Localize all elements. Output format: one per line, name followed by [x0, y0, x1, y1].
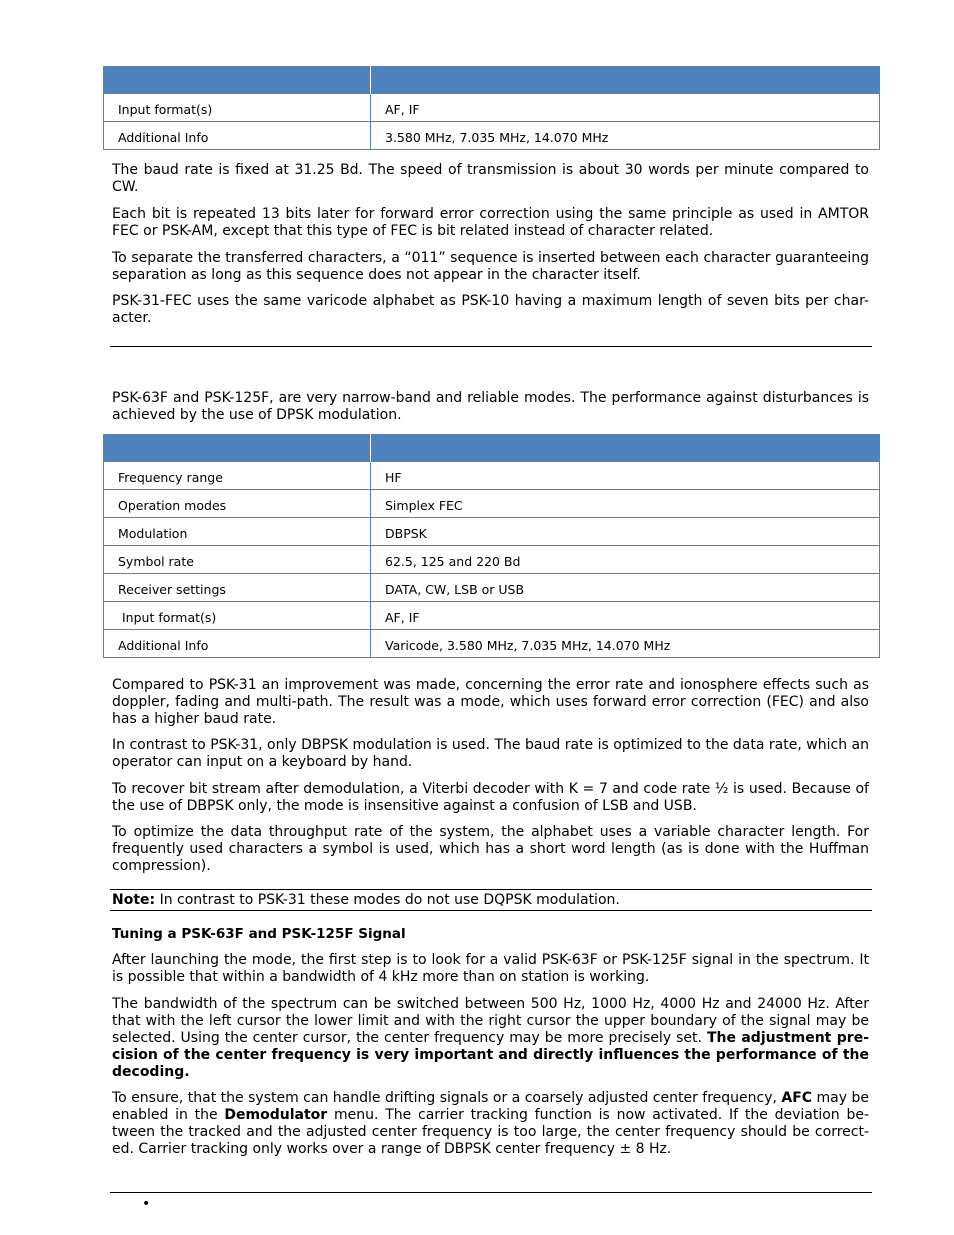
row-value: AF, IF — [371, 94, 880, 122]
table-header-row — [104, 434, 880, 462]
note-label: Note: — [112, 892, 156, 908]
table-row — [104, 462, 880, 490]
row-value: AF, IF — [371, 602, 880, 630]
spec-table-psk63f — [103, 434, 880, 658]
paragraph: After launching the mode, the first step is to look for a valid PSK-63F or PSK-125F signal in the spectrum. It is possible that within a bandwidth of 4 kHz more than on station is working. — [112, 952, 869, 985]
table-row — [104, 94, 880, 122]
note-bottom-rule — [110, 910, 872, 911]
table-row — [104, 518, 880, 546]
row-label: Modulation — [104, 518, 371, 546]
row-label: Input format(s) — [104, 602, 371, 630]
paragraph — [112, 996, 869, 1081]
row-value: HF — [371, 462, 880, 490]
paragraph: PSK-63F and PSK-125F, are very narrow-band and reliable modes. The performance against disturbances is achieved by the use of DPSK modulation. — [112, 390, 869, 423]
row-label: Frequency range — [104, 462, 371, 490]
row-label: Operation modes — [104, 490, 371, 518]
paragraph: To optimize the data throughput rate of the system, the alphabet uses a variable character length. For frequently used characters a symbol is used, which has a short word length (as is done with the Huffman compression). — [112, 824, 869, 874]
paragraph: Compared to PSK-31 an improvement was made, concerning the error rate and ionosphere effects such as doppler, fading and multi-path. The result was a mode, which uses forward error correction (FEC) and also has a higher baud rate. — [112, 677, 869, 727]
paragraph-text: To ensure, that the system can handle drifting signals or a coarsely adjusted center frequency, — [112, 1090, 782, 1106]
paragraph-text: menu. The carrier tracking function is now activated. If the deviation be-tween the tracked and the adjusted center frequency is too large, the center frequency should be correct-ed. Carrier tracking only works over a range of DBPSK center frequency ± 8 Hz. — [112, 1107, 869, 1157]
table-header-cell — [371, 66, 880, 94]
section-heading: Tuning a PSK-63F and PSK-125F Signal — [112, 926, 406, 942]
table-header-cell — [104, 434, 371, 462]
emphasis-text: Demodulator — [224, 1107, 328, 1123]
row-value: Simplex FEC — [371, 490, 880, 518]
note-top-rule — [110, 889, 872, 890]
paragraph: The baud rate is fixed at 31.25 Bd. The speed of transmission is about 30 words per minute compared to CW. — [112, 162, 869, 195]
paragraph: To separate the transferred characters, a “011” sequence is inserted between each character guaranteeing separation as long as this sequence does not appear in the character itself. — [112, 250, 869, 283]
table-row — [104, 574, 880, 602]
row-value: DATA, CW, LSB or USB — [371, 574, 880, 602]
paragraph — [112, 1090, 869, 1158]
table-row — [104, 602, 880, 630]
footer-bullet: • — [142, 1196, 151, 1212]
table-header-row — [104, 66, 880, 94]
paragraph: To recover bit stream after demodulation, a Viterbi decoder with K = 7 and code rate ½ is used. Because of the use of DBPSK only, the mode is insensitive against a confusion of LSB and USB. — [112, 781, 869, 814]
row-label: Input format(s) — [104, 94, 371, 122]
section-divider — [110, 346, 872, 347]
paragraph-text: The bandwidth of the spectrum can be switched between 500 Hz, 1000 Hz, 4000 Hz and 24000 Hz. After that with the left cursor the lower limit and with the right cursor the upper boundary of the signal may be selected. Using the center cursor, the center frequency may be more precisely set. — [112, 996, 869, 1046]
emphasis-text: AFC — [781, 1090, 813, 1106]
footer-rule — [110, 1192, 872, 1193]
table-row — [104, 122, 880, 150]
note-text: In contrast to PSK-31 these modes do not use DQPSK modulation. — [155, 892, 620, 908]
paragraph-text: may be enabled in the — [112, 1090, 869, 1123]
row-label: Additional Info — [104, 122, 371, 150]
spec-table-psk31 — [103, 66, 880, 150]
table-header-cell — [371, 434, 880, 462]
paragraph: PSK-31-FEC uses the same varicode alphabet as PSK-10 having a maximum length of seven bits per char-acter. — [112, 293, 869, 326]
row-label: Symbol rate — [104, 546, 371, 574]
paragraph: In contrast to PSK-31, only DBPSK modulation is used. The baud rate is optimized to the data rate, which an operator can input on a keyboard by hand. — [112, 737, 869, 770]
row-label: Additional Info — [104, 630, 371, 658]
table-row — [104, 490, 880, 518]
paragraph: Each bit is repeated 13 bits later for forward error correction using the same principle as used in AMTOR FEC or PSK-AM, except that this type of FEC is bit related instead of character related. — [112, 206, 869, 239]
row-value: DBPSK — [371, 518, 880, 546]
table-row — [104, 546, 880, 574]
emphasis-text: The adjustment pre-cision of the center frequency is very important and directly influences the performance of the decoding. — [112, 1030, 870, 1080]
table-header-cell — [104, 66, 371, 94]
note — [112, 892, 869, 909]
table-row — [104, 630, 880, 658]
row-value: Varicode, 3.580 MHz, 7.035 MHz, 14.070 MHz — [371, 630, 880, 658]
row-label: Receiver settings — [104, 574, 371, 602]
row-value: 3.580 MHz, 7.035 MHz, 14.070 MHz — [371, 122, 880, 150]
row-value: 62.5, 125 and 220 Bd — [371, 546, 880, 574]
